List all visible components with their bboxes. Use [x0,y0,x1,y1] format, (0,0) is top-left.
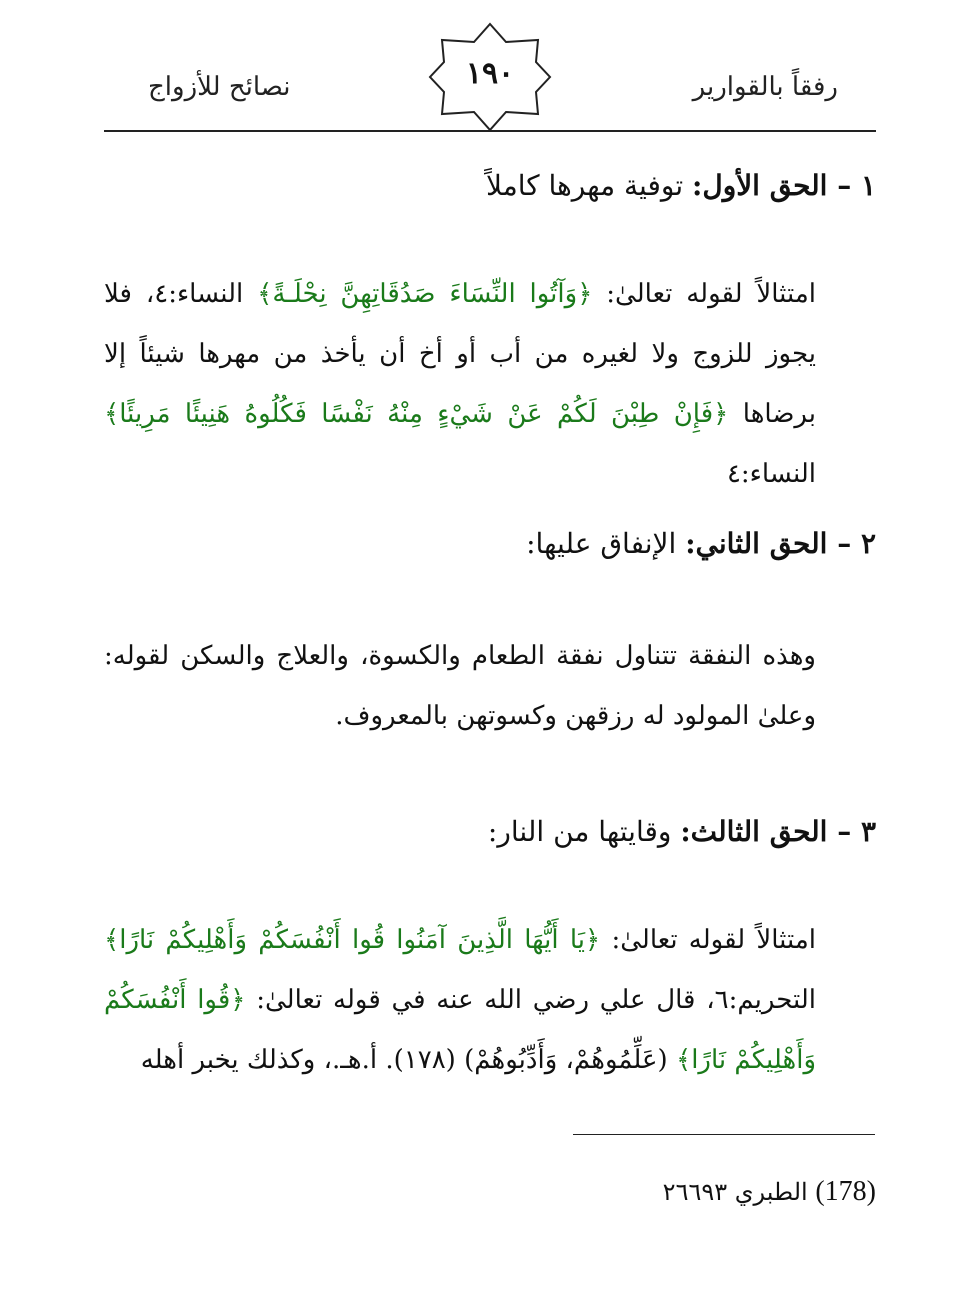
paragraph-intro: امتثالاً لقوله تعالىٰ: [611,925,816,955]
paragraph-1 [104,264,876,504]
paragraph-body: وهذه النفقة تتناول نفقة الطعام والكسوة، والعلاج والسكن لقوله: وعلىٰ المولود له رزقهن وكسوتهن بالمعروف. [104,641,816,731]
section-label: الحق الثالث: [680,815,828,848]
page-number: ١٩٠ [465,56,515,91]
section-number: ٣ [860,815,876,848]
quran-verse: فَإِنْ طِبْنَ لَكُمْ عَنْ شَيْءٍ مِنْهُ نَفْسًا فَكُلُوهُ هَنِيئًا مَرِيئًا [119,399,714,429]
verse-open-bracket: ﴿ [713,399,729,429]
verse-reference: النساء:٤، [145,279,244,309]
footnote-text: الطبري ٢٦٦٩٣ [662,1178,808,1206]
section-number: ١ [860,169,876,202]
paragraph-body: فلا يجوز للزوج ولا لغيره من أب أو أخ أن يأخذ من مهرها شيئاً إلا برضاها [104,279,817,429]
verse-close-bracket: ﴾ [104,925,120,955]
footnote-number: (178) [815,1176,876,1207]
section-title: وقايتها من النار: [487,815,672,848]
footnote-divider [573,1134,875,1135]
paragraph-3 [104,910,876,1090]
section-label: الحق الأول: [692,169,828,202]
quran-verse: وَآتُوا النِّسَاءَ صَدُقَاتِهِنَّ نِحْلَـةً [272,279,578,309]
quran-verse: قُوا أَنْفُسَكُمْ وَأَهْلِيكُمْ نَارًا [104,985,816,1075]
section-title: الإنفاق عليها: [526,527,677,560]
verse-close-bracket: ﴾ [104,399,120,429]
footnote [663,1176,876,1208]
verse-open-bracket: ﴿ [577,279,593,309]
section-label: الحق الثاني: [685,527,828,560]
paragraph-tail: . أ.هـ.، وكذلك يخبر أهله [140,1045,394,1075]
verse-open-bracket: ﴿ [230,985,246,1015]
section-heading-2: ٢ – الحق الثاني: الإنفاق عليها: [526,527,876,560]
paragraph-2 [104,626,876,746]
section-heading-1: ١ – الحق الأول: توفية مهرها كاملاً [485,169,876,202]
paragraph-intro: امتثالاً لقوله تعالىٰ: [606,279,817,309]
verse-close-bracket: ﴾ [675,1045,692,1075]
section-title: توفية مهرها كاملاً [485,169,684,202]
verse-open-bracket: ﴿ [585,925,601,955]
chapter-title: نصائح للأزواج [148,72,291,102]
explanation-text: (عَلِّمُوهُمْ، وَأَدِّبُوهُمْ) [464,1045,668,1075]
verse-reference: التحريم:٦، [706,985,817,1015]
header-divider [104,130,876,132]
quran-verse: يَا أَيُّهَا الَّذِينَ آمَنُوا قُوا أَنْفُسَكُمْ وَأَهْلِيكُمْ نَارًا [119,925,586,955]
paragraph-body: قال علي رضي الله عنه في قوله تعالىٰ: [256,985,696,1015]
verse-close-bracket: ﴾ [257,279,273,309]
page-number-badge [428,22,552,132]
section-heading-3: ٣ – الحق الثالث: وقايتها من النار: [487,815,876,848]
verse-reference: النساء:٤ [726,459,816,489]
book-title: رفقاً بالقوارير [692,72,838,102]
section-number: ٢ [860,527,876,560]
footnote-reference[interactable]: (١٧٨) [393,1045,456,1075]
